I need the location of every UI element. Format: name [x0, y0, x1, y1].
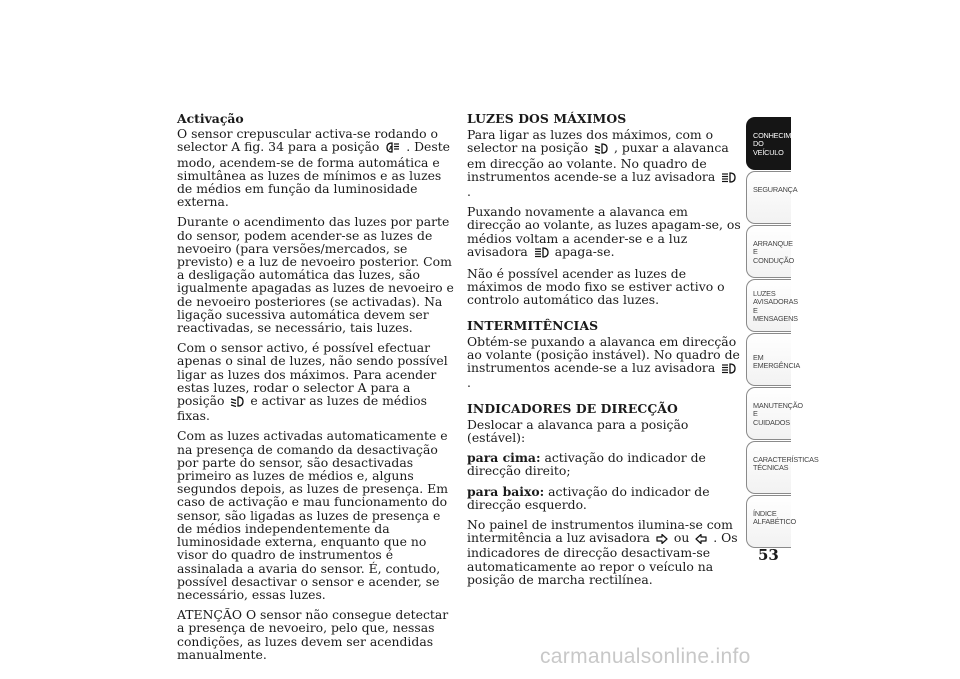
paragraph-3 [177, 341, 457, 422]
paragraph-5-attention: ATENÇÃO O sensor não consegue detectar a presença de nevoeiro, pelo que, nessas condições, as luzes devem ser acendidas manualmente. [177, 607, 449, 662]
maximos-p1-a: Para ligar as luzes dos máximos, com o selector na posição [467, 127, 714, 156]
maximos-p1-b: , puxar a alavanca em direcção ao volante. No quadro de instrumentos acende-se a luz avisadora [467, 140, 729, 184]
maximos-paragraph-1 [467, 128, 745, 198]
left-column [177, 112, 457, 668]
tab-label: ARRANQUE E [753, 239, 793, 257]
paragraph-4: Com as luzes activadas automaticamente e na presença de comando da desactivação por parte do sensor, são desactivadas primeiro as luzes de médios e, alguns segundos depois, as luzes de presença. Em caso de activação e mau funcionamento do sensor, são ligadas as luzes de presença e de médios independentemente da luminosidade externa, enquanto que no visor do quadro de instrumentos é assinalada a avaria do sensor. É, contudo, possível desactivar o sensor e acender, se necessário, essas luzes. [177, 428, 448, 602]
para-cima-text: activação do indicador de direcção direito; [467, 450, 706, 479]
indicadores-heading: INDICADORES DE DIRECÇÃO [467, 400, 678, 416]
tab-label: EM EMERGÊNCIA [753, 353, 801, 371]
indicadores-p4-c: . Os indicadores de direcção desactivam-se automaticamente ao repor o veículo na posição de marcha rectilínea. [467, 530, 738, 587]
maximos-paragraph-2 [467, 205, 745, 260]
main-beam-icon [534, 247, 549, 260]
section-maximos [467, 112, 745, 307]
indicadores-paragraph-1: Deslocar a alavanca para a posição (estável): [467, 416, 689, 446]
indicadores-para-baixo [467, 485, 745, 511]
maximos-paragraph-3: Não é possível acender as luzes de máximos de modo fixo se estiver activo o controlo automático das luzes. [467, 266, 725, 308]
tab-arranque-e-conducao[interactable] [746, 225, 794, 278]
indicadores-p4-a: No painel de instrumentos ilumina-se com intermitência a luz avisadora [467, 517, 733, 546]
tab-label: AVISADORAS E [753, 297, 798, 315]
tab-label: MANUTENÇÃO E [753, 401, 803, 419]
intermitencias-p1-a: Obtém-se puxando a alavanca em direcção ao volante (posição instável). No quadro de instrumentos acende-se a luz avisadora [467, 333, 740, 376]
tab-seguranca[interactable] [746, 171, 798, 224]
tab-label: ÍNDICE [753, 509, 777, 518]
intermitencias-heading: INTERMITÊNCIAS [467, 317, 599, 333]
tab-label: CARACTERÍSTICAS [753, 455, 819, 464]
para-baixo-text: activação do indicador de direcção esquerdo. [467, 483, 710, 512]
section-intermitencias [467, 319, 745, 390]
tab-label: DO VEÍCULO [753, 139, 784, 157]
chapter-tabs [746, 117, 819, 549]
tab-luzes-avisadoras-e-mensagens[interactable] [746, 279, 798, 332]
tab-manutencao-e-cuidados[interactable] [746, 387, 803, 440]
paragraph-2: Durante o acendimento das luzes por parte do sensor, podem acender-se as luzes de nevoeiro (para versões/mercados, se previsto) e a luz de nevoeiro posterior. Com a desligação automática das luzes, são igualmente apagadas as luzes de nevoeiro e de nevoeiro posteriores (se activadas). Na ligação sucessiva automática devem ser reactivadas, se necessário, tais luzes. [177, 214, 454, 336]
indicadores-para-cima [467, 451, 745, 477]
intermitencias-paragraph [467, 335, 745, 390]
tab-caracteristicas-tecnicas[interactable] [746, 441, 819, 494]
tab-label: LUZES [753, 289, 776, 298]
tab-em-emergencia[interactable] [746, 333, 801, 386]
maximos-p1-c: . [467, 184, 471, 200]
maximos-p2-a: Puxando novamente a alavanca em direcção ao volante, as luzes apagam-se, os médios voltam a acender-se e a luz avisadora [467, 204, 741, 259]
dipped-beam-icon [230, 396, 244, 409]
activacao-heading: Activação [177, 111, 244, 126]
tab-label: ALFABÉTICO [753, 517, 797, 527]
maximos-p2-b: apaga-se. [554, 243, 615, 259]
paragraph-1 [177, 127, 457, 208]
p3-text-b: e activar as luzes de médios fixas. [177, 393, 427, 424]
svg-text:A: A [389, 146, 394, 153]
p1-text-b: . Deste modo, acendem-se de forma automática e simultânea as luzes de mínimos e as luzes de médios em função da luminosidade externa. [177, 139, 451, 210]
tab-label: SEGURANÇA [753, 185, 798, 194]
tab-label: CUIDADOS [753, 417, 790, 427]
tab-label: CONDUÇÃO [753, 255, 794, 265]
tab-conhecimento-do-veiculo[interactable] [746, 117, 811, 170]
watermark: carmanualsonline.info [540, 645, 751, 668]
main-beam-icon [721, 172, 736, 185]
tab-label: TÉCNICAS [753, 463, 789, 473]
p1-text-a: O sensor crepuscular activa-se rodando o selector A fig. 34 para a posição [177, 126, 438, 155]
maximos-heading: LUZES DOS MÁXIMOS [467, 111, 627, 126]
intermitencias-p1-b: . [467, 375, 471, 391]
right-column [467, 112, 745, 598]
main-beam-icon [721, 363, 736, 376]
tab-indice-alfabetico[interactable] [746, 495, 797, 548]
tab-label: MENSAGENS [753, 314, 798, 324]
indicadores-p4-b: ou [673, 530, 690, 546]
p3-text-a: Com o sensor activo, é possível efectuar apenas o sinal de luzes, não sendo possível ligar as luzes dos máximos. Para acender estas luzes, rodar o selector A para a posição [177, 340, 448, 409]
section-indicadores [467, 402, 745, 586]
page-number: 53 [758, 546, 779, 564]
tab-label: CONHECIMENTO [753, 131, 811, 140]
para-baixo-label: para baixo: [467, 483, 545, 499]
indicadores-paragraph-4 [467, 518, 745, 586]
para-cima-label: para cima: [467, 450, 541, 466]
